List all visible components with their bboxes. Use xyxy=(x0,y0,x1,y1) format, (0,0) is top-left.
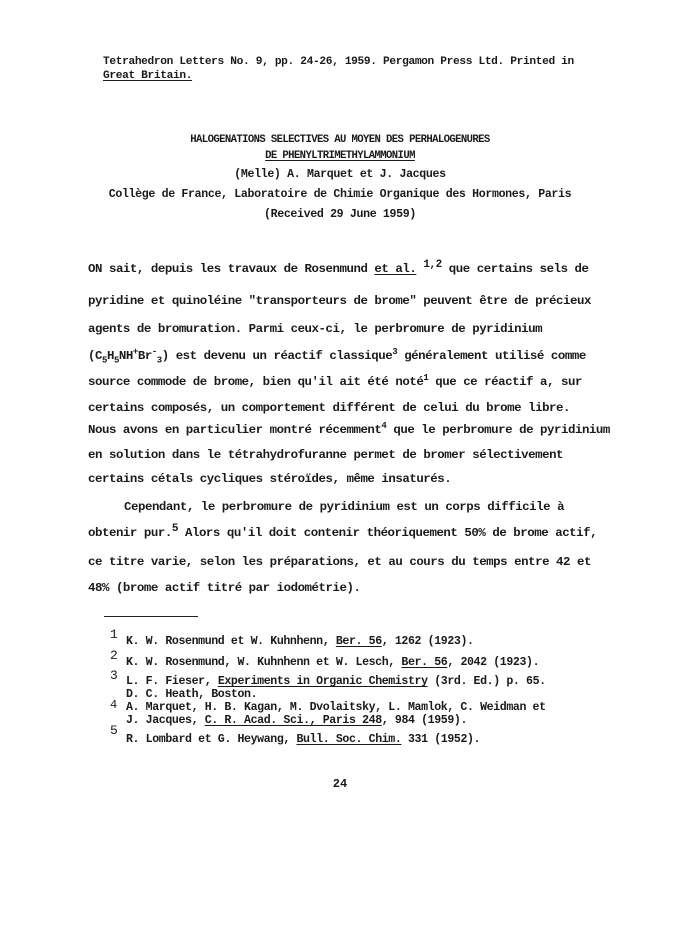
body-line: agents de bromuration. Parmi ceux-ci, le perbromure de pyridinium xyxy=(88,322,543,336)
page-number: 24 xyxy=(332,777,348,791)
footnote-mark: 5 xyxy=(110,723,118,738)
body-line: $(C_5H_5NH^+Br^-_3)$ est devenu un réactif classique$^3$ généralement utilisé comme xyxy=(88,346,586,366)
footnote-mark: 1 xyxy=(110,627,118,642)
body-line: certains cétals cycliques stéroïdes, même insaturés. xyxy=(88,472,452,486)
journal-header xyxy=(103,56,574,68)
body-line: obtenir pur.$^5$ Alors qu'il doit contenir théoriquement 50% de brome actif, xyxy=(88,522,598,540)
body-line: 48% (brome actif titré par iodométrie). xyxy=(88,581,361,595)
footnote-4-cont: J. Jacques, C. R. Acad. Sci., Paris 248, 984 (1959). xyxy=(126,714,468,727)
paper-authors: (Melle) A. Marquet et J. Jacques xyxy=(234,168,446,181)
journal-header-line1: Tetrahedron Letters No. 9, pp. 24-26, 1959. Pergamon Press Ltd. Printed in xyxy=(103,56,574,68)
body-line: certains composés, un comportement différent de celui du brome libre. xyxy=(88,401,571,415)
footnote-mark: 2 xyxy=(110,648,118,663)
footnote-5: R. Lombard et G. Heywang, Bull. Soc. Chim. 331 (1952). xyxy=(126,733,481,746)
body-line: source commode de brome, bien qu'il ait été noté$^1$ que ce réactif a, sur xyxy=(88,372,582,389)
paper-affiliation: Collège de France, Laboratoire de Chimie Organique des Hormones, Paris xyxy=(108,188,572,201)
body-line: en solution dans le tétrahydrofuranne permet de bromer sélectivement xyxy=(88,448,564,462)
footnote-2: K. W. Rosenmund, W. Kuhnhenn et W. Lesch, Ber. 56, 2042 (1923). xyxy=(126,656,540,669)
footnote-3-cont: D. C. Heath, Boston. xyxy=(126,688,258,701)
body-line: Cependant, le perbromure de pyridinium est un corps difficile à xyxy=(124,500,565,514)
footnote-4: A. Marquet, H. B. Kagan, M. Dvolaitsky, L. Mamlok, C. Weidman et xyxy=(126,701,546,714)
body-line: ON sait, depuis les travaux de Rosenmund et al. $^{1,2}$ que certains sels de xyxy=(88,258,589,276)
body-line: Nous avons en particulier montré récemment$^4$ que le perbromure de pyridinium xyxy=(88,420,610,437)
body-line: pyridine et quinoléine "transporteurs de brome" peuvent être de précieux xyxy=(88,294,591,308)
paper-received: (Received 29 June 1959) xyxy=(264,208,416,221)
footnote-1: K. W. Rosenmund et W. Kuhnhenn, Ber. 56, 1262 (1923). xyxy=(126,635,474,648)
footnote-3: L. F. Fieser, Experiments in Organic Chemistry (3rd. Ed.) p. 65. xyxy=(126,675,546,688)
paper-title: HALOGENATIONS SELECTIVES AU MOYEN DES PERHALOGENURES xyxy=(190,134,490,146)
journal-header-line2: Great Britain. xyxy=(103,70,193,82)
body-line: ce titre varie, selon les préparations, et au cours du temps entre 42 et xyxy=(88,555,591,569)
footnote-mark: 4 xyxy=(110,698,118,712)
footnote-mark: 3 xyxy=(110,668,118,683)
paper-title-line2: DE PHENYLTRIMETHYLAMMONIUM xyxy=(265,150,415,162)
footnote-rule xyxy=(104,616,198,617)
